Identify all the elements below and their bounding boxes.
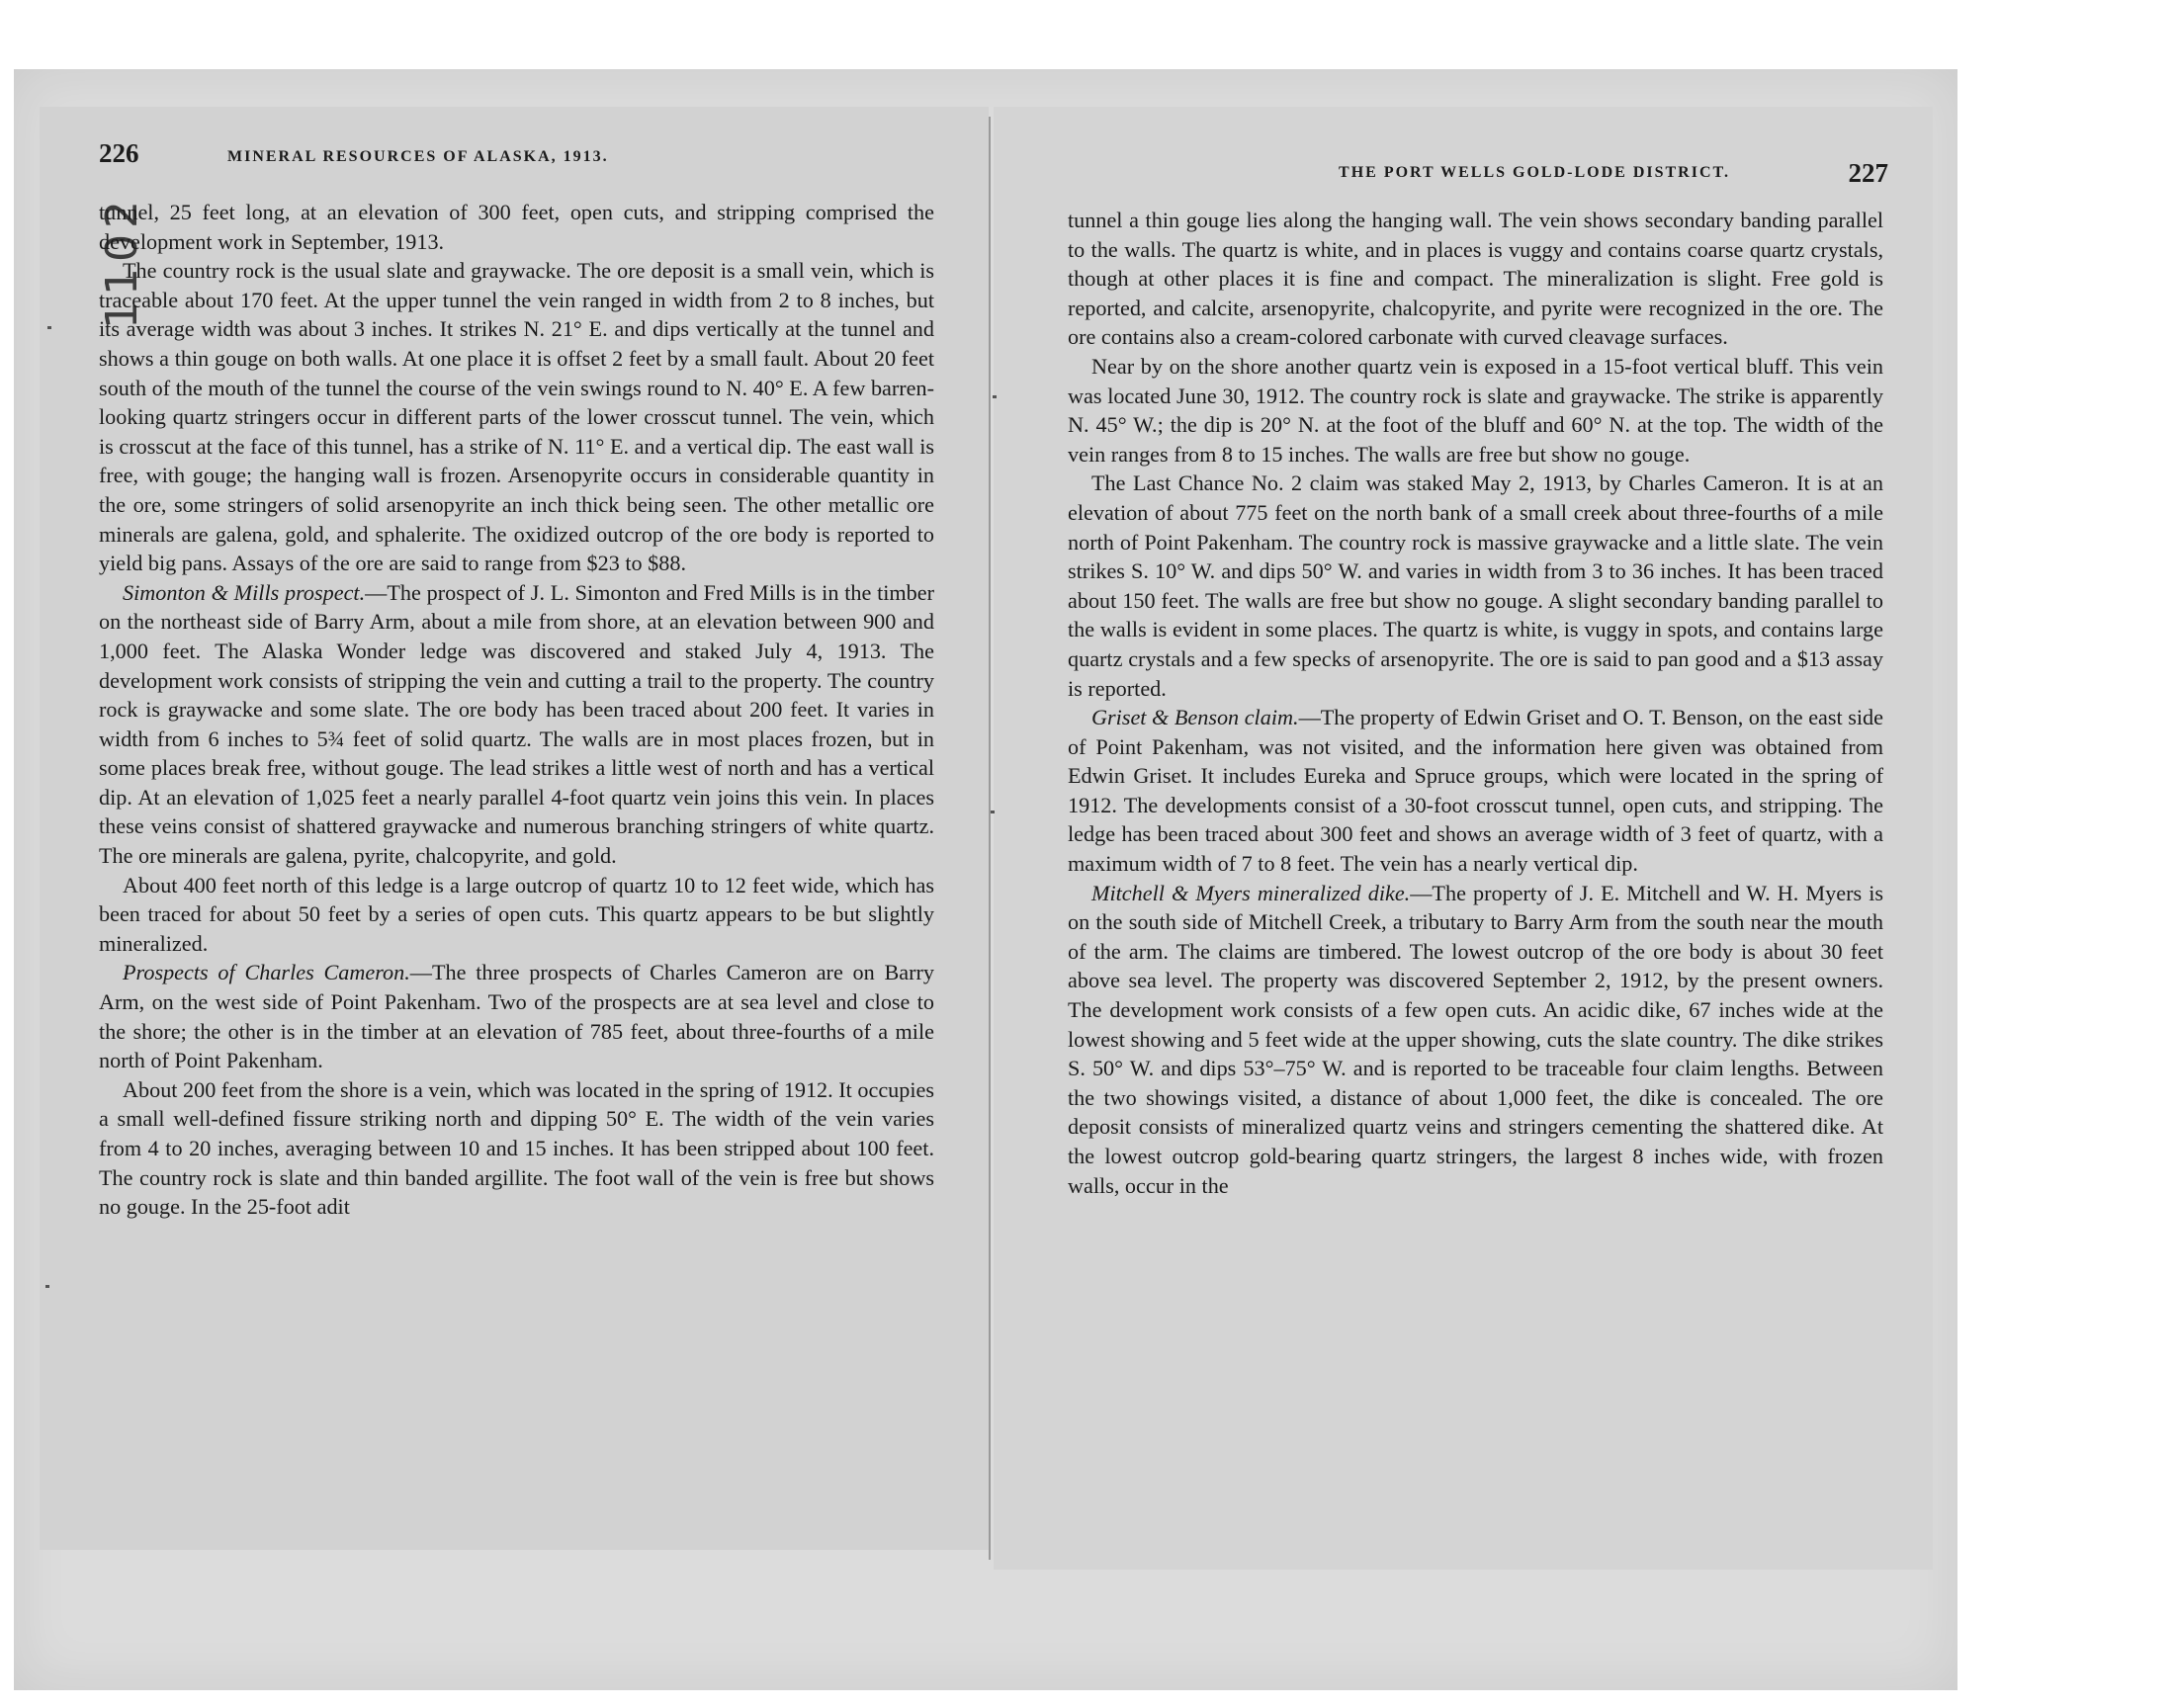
book-gutter <box>989 117 991 1560</box>
blank-margin <box>1958 0 2175 1708</box>
section-heading: Simonton & Mills prospect. <box>123 579 366 605</box>
paragraph: Mitchell & Myers mineralized dike.—The property of J. E. Mitchell and W. H. Myers is on the south side of Mitchell Creek, a tributary to Barry Arm from the south near the mouth of the arm. The claims are timbered. The lowest outcrop of the ore body is about 30 feet above sea level. The property was discovered September 2, 1912, by the present owners. The development work consists of a few open cuts. An acidic dike, 67 inches wide at the lowest showing and 5 feet wide at the upper showing, cuts the slate country. The dike strikes S. 50° W. and dips 53°–75° W. and is reported to be traceable four claim lengths. Between the two showings visited, a distance of about 1,000 feet, the dike is concealed. The ore deposit consists of mineralized quartz veins and stringers cementing the shattered dike. At the lowest outcrop gold-bearing quartz stringers, the largest 8 inches wide, with frozen walls, occur in the <box>1068 880 1883 1198</box>
paragraph: The Last Chance No. 2 claim was staked May 2, 1913, by Charles Cameron. It is at an elevation of about 775 feet on the north bank of a small creek about three-fourths of a mile north of Point Pakenham. The country rock is massive graywacke and a little slate. The vein strikes S. 10° W. and dips 50° W. and varies in width from 3 to 36 inches. It has been traced about 150 feet. The walls are free but show no gouge. A slight secondary banding parallel to the walls is evident in some places. The quartz is white, is vuggy in spots, and contains large quartz crystals and a few specks of arsenopyrite. The ore is said to pan good and a $13 assay is reported. <box>1068 470 1883 701</box>
paragraph: Prospects of Charles Cameron.—The three prospects of Charles Cameron are on Barry Arm, on the west side of Point Pakenham. Two of the prospects are at sea level and close to the shore; the other is in the timber at an elevation of 785 feet, about three-fourths of a mile north of Point Pakenham. <box>99 960 935 1073</box>
page-number: 227 <box>1848 158 1888 188</box>
left-page-body <box>99 198 934 1222</box>
left-page <box>40 107 989 1550</box>
scan-speck <box>45 1285 49 1288</box>
page-number: 226 <box>99 138 139 168</box>
section-heading: Griset & Benson claim. <box>1091 705 1299 730</box>
right-page <box>994 107 1933 1570</box>
paragraph: About 400 feet north of this ledge is a large outcrop of quartz 10 to 12 feet wide, which has been traced for about 50 feet by a series of open cuts. This quartz appears to be but slightly mineralized. <box>99 872 934 956</box>
paragraph: Near by on the shore another quartz vein is exposed in a 15-foot vertical bluff. This vein was located June 30, 1912. The country rock is slate and graywacke. The strike is apparently N. 45° W.; the dip is 20° N. at the foot of the bluff and 60° N. at the top. The width of the vein ranges from 8 to 15 inches. The walls are free but show no gouge. <box>1068 353 1883 467</box>
right-page-body <box>1068 206 1883 1200</box>
paragraph: The country rock is the usual slate and graywacke. The ore deposit is a small vein, which is traceable about 170 feet. At the upper tunnel the vein ranged in width from 2 to 8 inches, but its average width was about 3 inches. It strikes N. 21° E. and dips vertically at the tunnel and shows a thin gouge on both walls. At one place it is offset 2 feet by a small fault. About 20 feet south of the mouth of the tunnel the course of the vein swings round to N. 40° E. A few barren-looking quartz stringers occur in different parts of the lower crosscut tunnel. The vein, which is crosscut at the face of this tunnel, has a strike of N. 11° E. and a vertical dip. The east wall is free, with gouge; the hanging wall is frozen. Arsenopyrite occurs in considerable quantity in the ore, some stringers of solid arsenopyrite an inch thick being seen. The other metallic ore minerals are galena, gold, and sphalerite. The oxidized outcrop of the ore body is reported to yield big pans. Assays of the ore are said to range from $23 to $88. <box>99 258 934 576</box>
section-heading: Mitchell & Myers mineralized dike. <box>1091 880 1411 905</box>
paragraph: Griset & Benson claim.—The property of Edwin Griset and O. T. Benson, on the east side of Point Pakenham, was not visited, and the information here given was obtained from Edwin Griset. It includes Eureka and Spruce groups, which were located in the spring of 1912. The developments consist of a 30-foot crosscut tunnel, open cuts, and stripping. The ledge has been traced about 300 feet and shows an average width of 3 feet of quartz, with a maximum width of 7 to 8 feet. The vein has a nearly vertical dip. <box>1068 705 1883 877</box>
running-head: THE PORT WELLS GOLD-LODE DISTRICT. <box>1339 164 1730 181</box>
paragraph: About 200 feet from the shore is a vein, which was located in the spring of 1912. It occupies a small well-defined fissure striking north and dipping 50° E. The width of the vein varies from 4 to 20 inches, averaging between 10 and 15 inches. It has been stripped about 100 feet. The country rock is slate and thin banded argillite. The foot wall of the vein is free but shows no gouge. In the 25-foot adit <box>99 1076 934 1220</box>
running-head: MINERAL RESOURCES OF ALASKA, 1913. <box>227 148 609 165</box>
scan-speck <box>991 811 995 813</box>
handwritten-margin-note: 1102 <box>97 195 147 329</box>
paragraph: Simonton & Mills prospect.—The prospect of J. L. Simonton and Fred Mills is in the timber on the northeast side of Barry Arm, about a mile from shore, at an elevation between 900 and 1,000 feet. The Alaska Wonder ledge was discovered and staked July 4, 1913. The development work consists of stripping the vein and cutting a trail to the property. The country rock is graywacke and some slate. The ore body has been traced about 200 feet. It varies in width from 6 inches to 5¾ feet of solid quartz. The walls are in most places frozen, but in some places break free, without gouge. The lead strikes a little west of north and has a vertical dip. At an elevation of 1,025 feet a nearly parallel 4-foot quartz vein joins this vein. In places these veins consist of shattered graywacke and numerous branching stringers of white quartz. The ore minerals are galena, pyrite, chalcopyrite, and gold. <box>99 579 934 869</box>
paragraph: tunnel a thin gouge lies along the hanging wall. The vein shows secondary banding parallel to the walls. The quartz is white, and in places is vuggy and contains coarse quartz crystals, though at other places it is fine and compact. The mineralization is slight. Free gold is reported, and calcite, arsenopyrite, chalcopyrite, and pyrite were recognized in the ore. The ore contains also a cream-colored carbonate with curved cleavage surfaces. <box>1068 208 1883 350</box>
section-heading: Prospects of Charles Cameron. <box>123 960 410 985</box>
scan-speck <box>993 395 997 398</box>
paragraph: tunnel, 25 feet long, at an elevation of 300 feet, open cuts, and stripping comprised the development work in September, 1913. <box>99 200 934 254</box>
scan-speck <box>47 326 51 329</box>
